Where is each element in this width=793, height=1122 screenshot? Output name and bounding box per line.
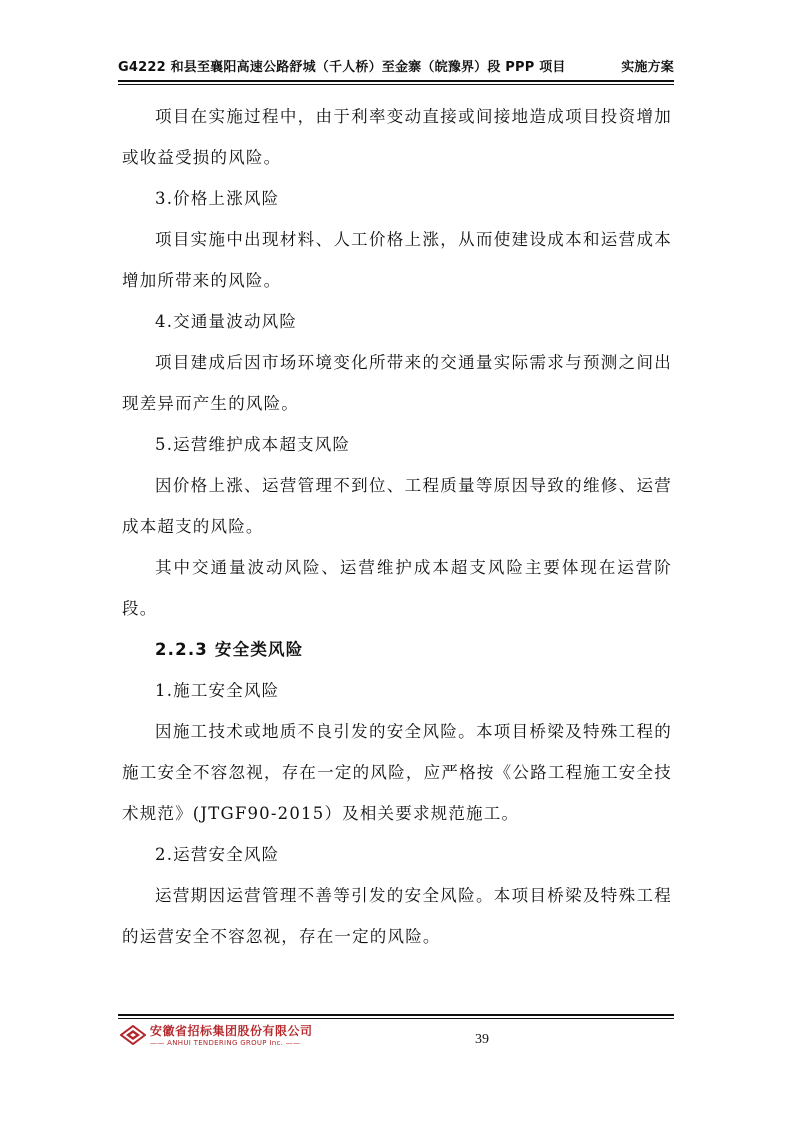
logo-text	[150, 1022, 313, 1047]
paragraph: 项目建成后因市场环境变化所带来的交通量实际需求与预测之间出现差异而产生的风险。	[122, 353, 672, 413]
footer-rule-thin	[118, 1018, 674, 1019]
company-logo	[120, 1022, 313, 1047]
diamond-logo-icon	[120, 1025, 146, 1045]
header-section-label: 实施方案	[621, 60, 674, 75]
paragraph: 1.施工安全风险	[155, 681, 280, 700]
page-header	[118, 56, 674, 75]
document-body	[122, 96, 672, 957]
paragraph: 其中交通量波动风险、运营维护成本超支风险主要体现在运营阶段。	[122, 558, 672, 618]
paragraph: 运营期因运营管理不善等引发的安全风险。本项目桥梁及特殊工程的运营安全不容忽视，存在一定的风险。	[122, 886, 672, 946]
page-number: 39	[475, 1032, 489, 1047]
paragraph: 2.运营安全风险	[155, 845, 280, 864]
paragraph: 因价格上涨、运营管理不到位、工程质量等原因导致的维修、运营成本超支的风险。	[122, 476, 672, 536]
header-rule-thick	[118, 80, 674, 82]
paragraph: 项目实施中出现材料、人工价格上涨，从而使建设成本和运营成本增加所带来的风险。	[122, 230, 672, 290]
paragraph: 因施工技术或地质不良引发的安全风险。本项目桥梁及特殊工程的施工安全不容忽视，存在一定的风险，应严格按《公路工程施工安全技术规范》(JTGF90-2015）及相关要求规范施工。	[122, 722, 672, 823]
paragraph: 4.交通量波动风险	[155, 312, 298, 331]
company-name-cn: 安徽省招标集团股份有限公司	[150, 1024, 313, 1038]
header-title: G4222 和县至襄阳高速公路舒城（千人桥）至金寨（皖豫界）段 PPP 项目	[118, 60, 566, 75]
section-heading: 2.2.3 安全类风险	[155, 640, 304, 659]
paragraph: 3.价格上涨风险	[155, 189, 280, 208]
paragraph: 5.运营维护成本超支风险	[155, 435, 351, 454]
paragraph: 项目在实施过程中，由于利率变动直接或间接地造成项目投资增加或收益受损的风险。	[122, 107, 672, 167]
company-name-en: —— ANHUI TENDERING GROUP Inc. ——	[150, 1039, 301, 1047]
header-rule-thin	[118, 84, 674, 85]
footer-rule-thick	[118, 1014, 674, 1016]
